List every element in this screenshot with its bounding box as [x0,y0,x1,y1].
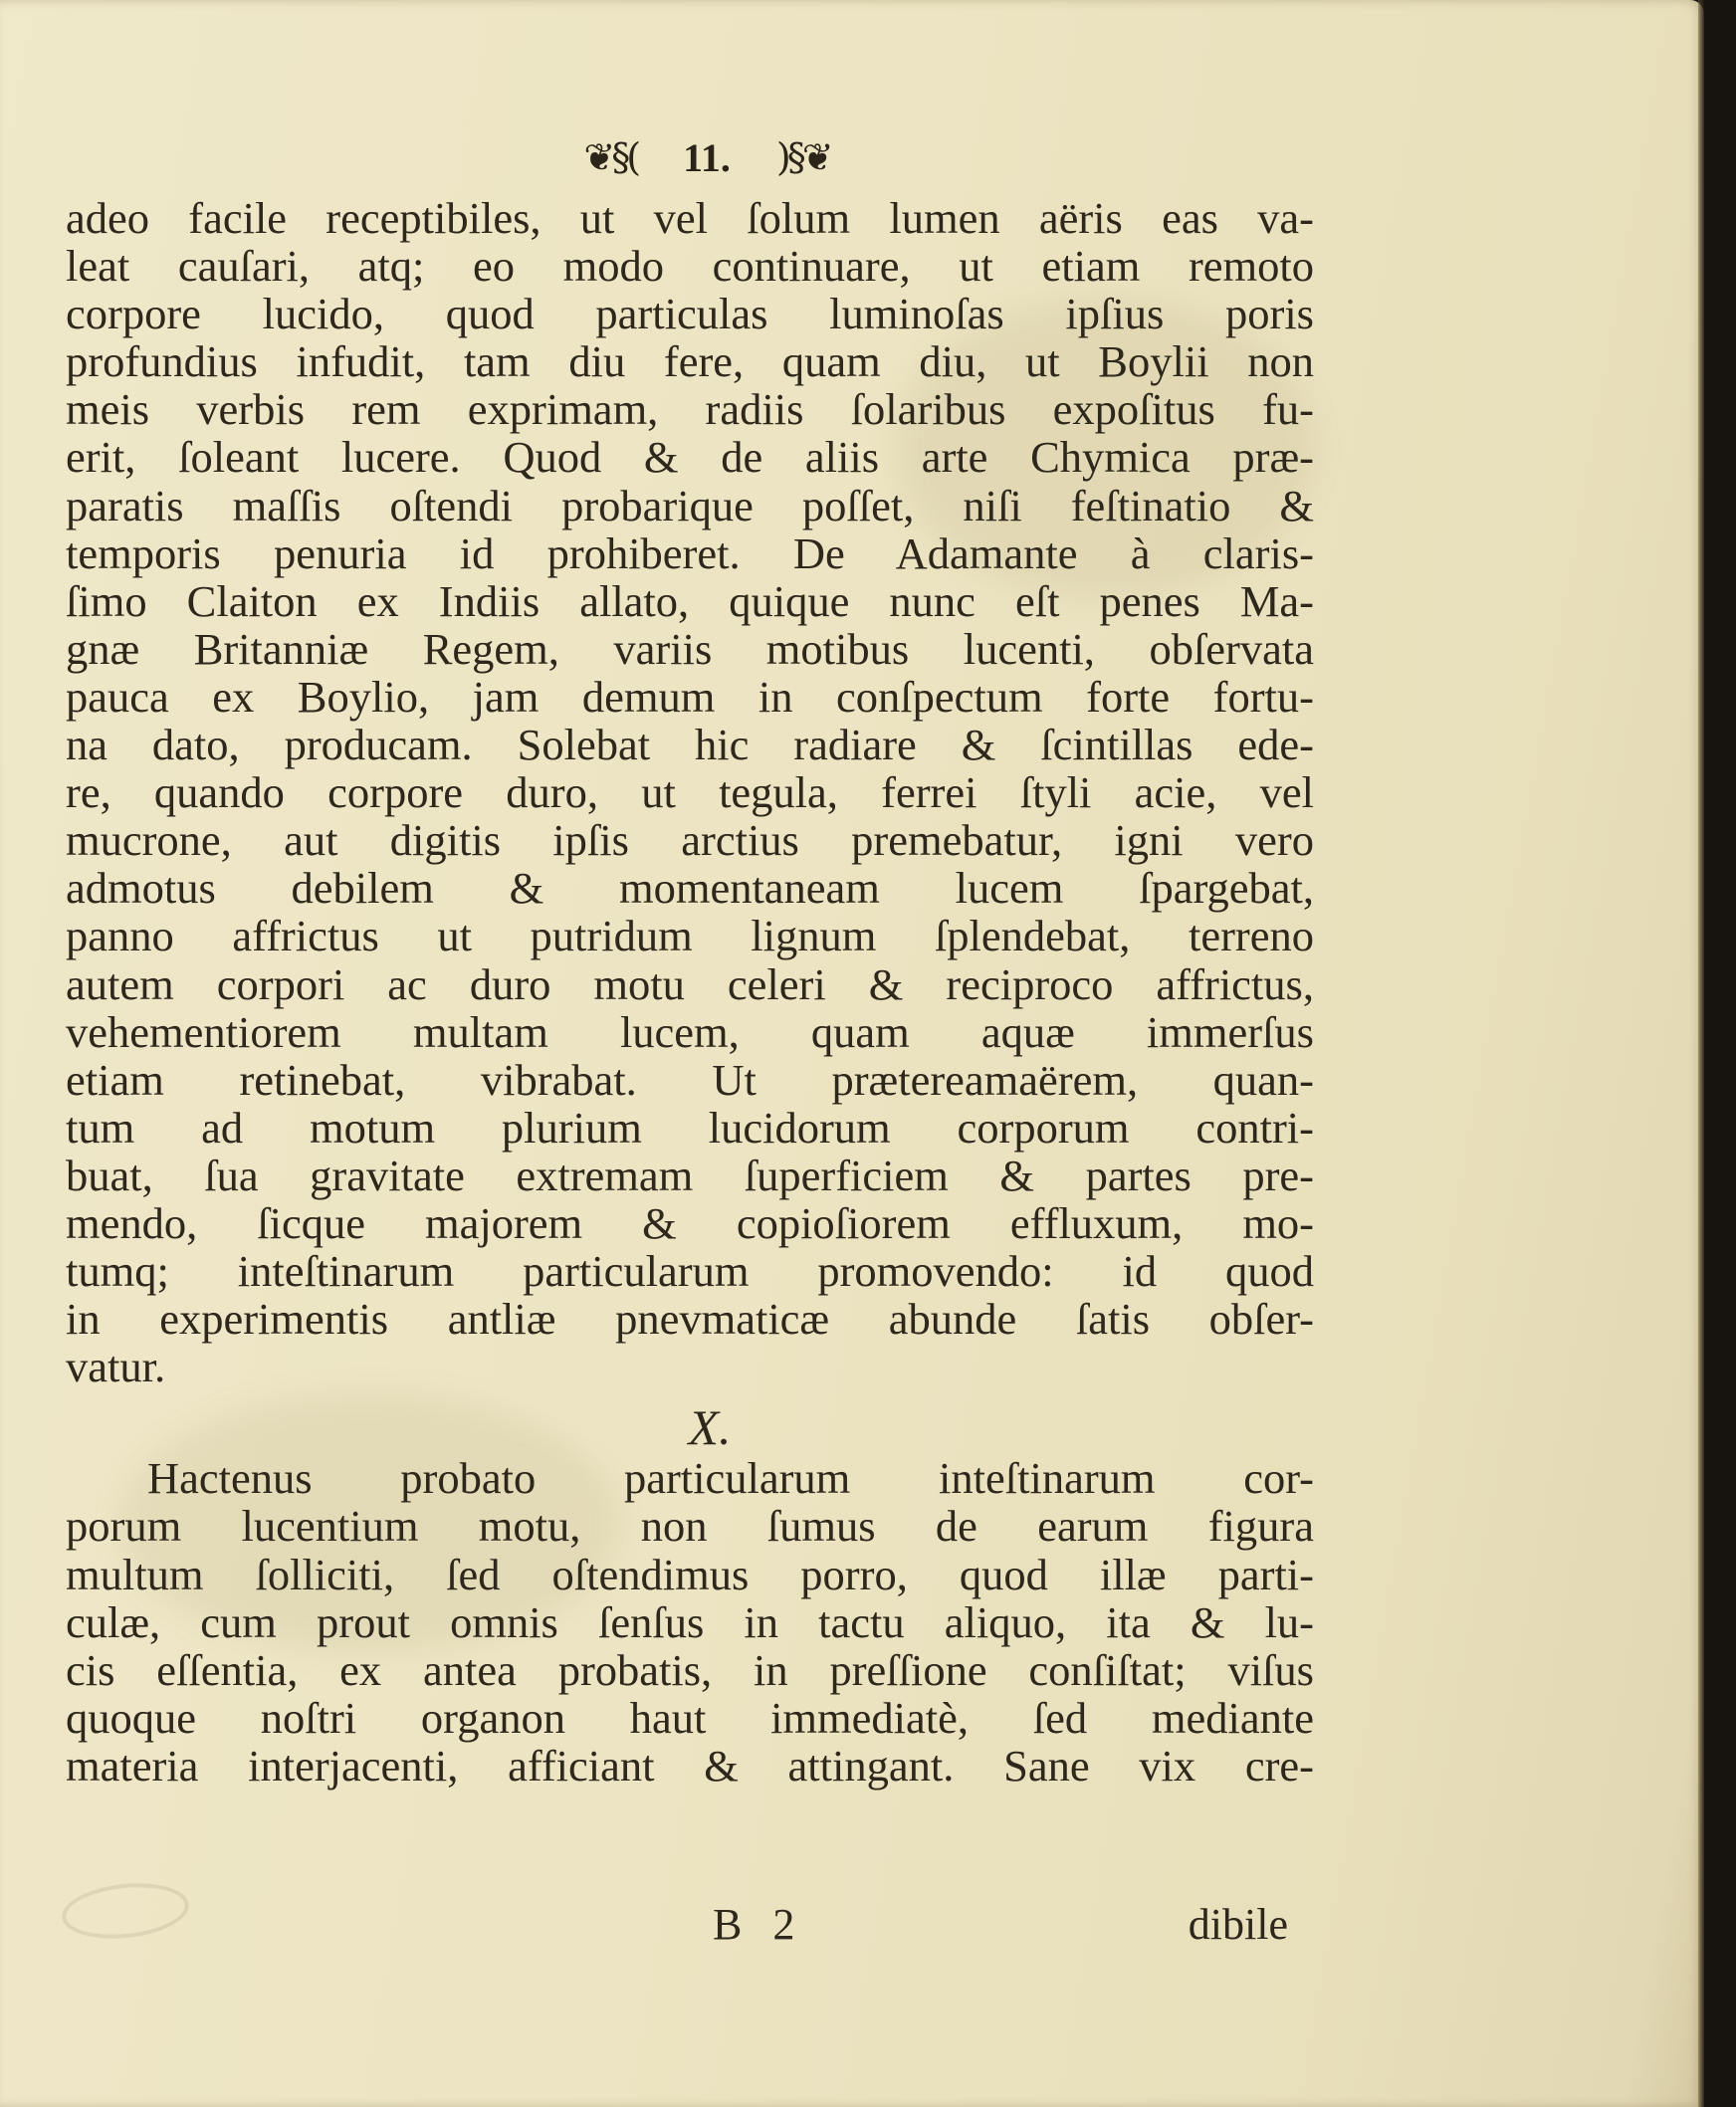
text-line: culæ, cum prout omnis ſenſus in tactu aliquo, ita & lu- [66,1596,1314,1647]
text-line: paratis maſſis oſtendi probarique poſſet, niſi feſtinatio & [66,480,1314,530]
text-line: leat cauſari, atq; eo modo continuare, ut etiam remoto [66,241,1314,292]
text-line: porum lucentium motu, non ſumus de earum figura [66,1501,1314,1552]
body-text [66,194,1314,1790]
text-line: buat, ſua gravitate extremam ſuperficiem & partes pre- [66,1150,1314,1200]
text-line: materia interjacenti, afficiant & attingant. Sane vix cre- [66,1740,1314,1791]
text-line: autem corpori ac duro motu celeri & reciproco affrictus, [66,958,1314,1009]
text-line: gnæ Britanniæ Regem, variis motibus lucenti, obſervata [66,623,1314,674]
text-line: ſimo Claiton ex Indiis allato, quique nunc eſt penes Ma- [66,575,1314,626]
text-line: multum ſolliciti, ſed oſtendimus porro, quod illæ parti- [66,1549,1314,1599]
text-line: vatur. [66,1342,166,1392]
catchword: dibile [1188,1900,1288,1949]
running-header [528,127,886,187]
page-number: 11. [683,134,731,180]
section-heading: X. [688,1399,732,1456]
ornament-left: ❦§( [583,135,638,179]
text-line: admotus debilem & momentaneam lucem ſpargebat, [66,863,1314,914]
text-line: adeo facile receptibiles, ut vel ſolum lumen aëris eas va- [66,193,1314,243]
ornament-right: )§❦ [775,135,830,179]
text-line: profundius infudit, tam diu fere, quam diu, ut Boylii non [66,336,1314,387]
text-line: quoque noſtri organon haut immediatè, ſed mediante [66,1692,1314,1743]
text-line: cis eſſentia, ex antea probatis, in preſſione conſiſtat; viſus [66,1644,1314,1695]
text-line: erit, ſoleant lucere. Quod & de aliis arte Chymica præ- [66,432,1314,483]
text-line: temporis penuria id prohiberet. De Adamante à claris- [66,527,1314,578]
text-line: pauca ex Boylio, jam demum in conſpectum forte fortu- [66,671,1314,722]
text-line: mucrone, aut digitis ipſis arctius premebatur, igni vero [66,815,1314,866]
text-line: in experimentis antliæ pnevmaticæ abunde ſatis obſer- [66,1294,1314,1345]
text-line: mendo, ſicque majorem & copioſiorem effluxum, mo- [66,1197,1314,1248]
text-line: tum ad motum plurium lucidorum corporum contri- [66,1102,1314,1153]
page-footer [66,1899,1314,1955]
text-line: vehementiorem multam lucem, quam aquæ immerſus [66,1006,1314,1057]
text-line: tumq; inteſtinarum particularum promovendo: id quod [66,1246,1314,1297]
text-line: panno affrictus ut putridum lignum ſplendebat, terreno [66,911,1314,961]
text-line: na dato, producam. Solebat hic radiare & ſcintillas ede- [66,720,1314,770]
text-line: etiam retinebat, vibrabat. Ut prætereamaërem, quan- [66,1054,1314,1105]
text-line: corpore lucido, quod particulas luminoſas ipſius poris [66,289,1314,339]
signature-mark: B 2 [713,1900,805,1949]
text-line: re, quando corpore duro, ut tegula, ferrei ſtyli acie, vel [66,767,1314,818]
text-line: meis verbis rem exprimam, radiis ſolaribus expoſitus fu- [66,384,1314,435]
page-edge-shadow [1698,0,1704,2107]
text-line: Hactenus probato particularum inteſtinarum cor- [147,1453,1314,1504]
